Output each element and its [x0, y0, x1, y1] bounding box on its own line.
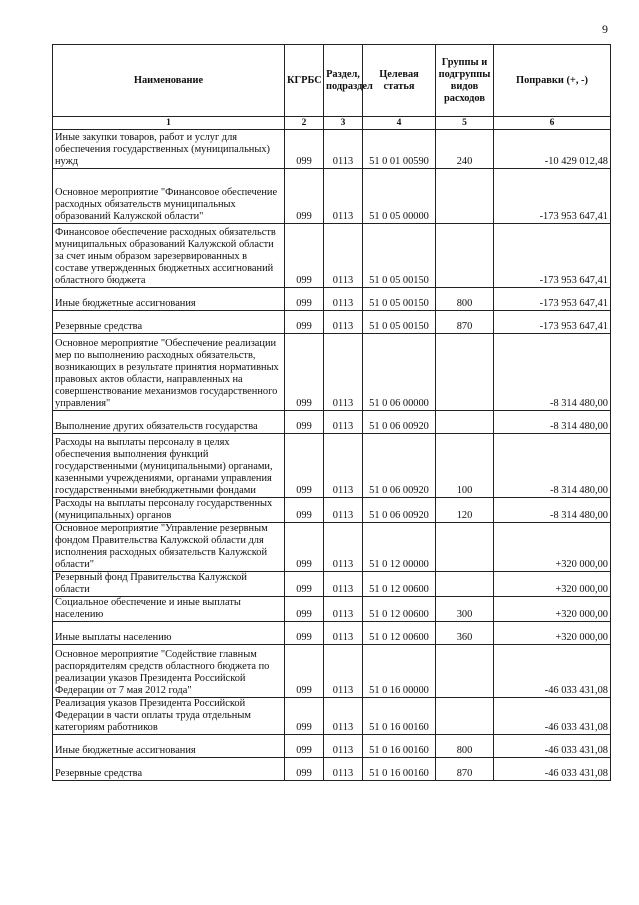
row-target-cell: 51 0 06 00000 [363, 334, 436, 411]
table-row [53, 311, 611, 334]
row-kgrbs-cell: 099 [285, 311, 324, 334]
row-amount-cell: -173 953 647,41 [494, 311, 611, 334]
row-kgrbs-cell: 099 [285, 434, 324, 498]
row-group-cell: 800 [436, 735, 494, 758]
row-group-cell [436, 698, 494, 735]
row-name-cell: Резервные средства [53, 311, 285, 334]
row-target-cell: 51 0 05 00150 [363, 224, 436, 288]
table-row [53, 758, 611, 781]
row-target-cell: 51 0 05 00000 [363, 169, 436, 224]
row-kgrbs-cell: 099 [285, 498, 324, 523]
table-row [53, 288, 611, 311]
row-kgrbs-cell: 099 [285, 698, 324, 735]
row-group-cell: 870 [436, 311, 494, 334]
table-row [53, 735, 611, 758]
row-group-cell [436, 224, 494, 288]
row-target-cell: 51 0 12 00600 [363, 597, 436, 622]
row-kgrbs-cell: 099 [285, 645, 324, 698]
column-number: 6 [494, 117, 611, 130]
row-amount-cell: -173 953 647,41 [494, 224, 611, 288]
row-section-cell: 0113 [324, 224, 363, 288]
row-name-cell: Социальное обеспечение и иные выплаты населению [53, 597, 285, 622]
row-section-cell: 0113 [324, 572, 363, 597]
row-name-cell: Реализация указов Президента Российской Федерации в части оплаты труда отдельным категориям работников [53, 698, 285, 735]
table-row [53, 411, 611, 434]
row-target-cell: 51 0 12 00600 [363, 572, 436, 597]
row-target-cell: 51 0 06 00920 [363, 434, 436, 498]
row-group-cell [436, 334, 494, 411]
row-target-cell: 51 0 16 00160 [363, 735, 436, 758]
table-row [53, 622, 611, 645]
row-section-cell: 0113 [324, 523, 363, 572]
row-amount-cell: +320 000,00 [494, 622, 611, 645]
row-amount-cell: -46 033 431,08 [494, 758, 611, 781]
row-kgrbs-cell: 099 [285, 130, 324, 169]
header-target: Целевая статья [363, 45, 436, 117]
column-number-row [53, 117, 611, 130]
table-row [53, 645, 611, 698]
row-target-cell: 51 0 16 00160 [363, 758, 436, 781]
row-name-cell: Основное мероприятие "Финансовое обеспечение расходных обязательств муниципальных образований Калужской области" [53, 169, 285, 224]
row-kgrbs-cell: 099 [285, 572, 324, 597]
row-name-cell: Иные выплаты населению [53, 622, 285, 645]
table-row [53, 498, 611, 523]
row-kgrbs-cell: 099 [285, 411, 324, 434]
column-number: 5 [436, 117, 494, 130]
row-section-cell: 0113 [324, 311, 363, 334]
row-section-cell: 0113 [324, 698, 363, 735]
row-name-cell: Основное мероприятие "Обеспечение реализации мер по выполнению расходных обязательств, возникающих в результате принятия нормативных правовых актов области, направленных на совершенствование механизмов государственного управления" [53, 334, 285, 411]
row-kgrbs-cell: 099 [285, 288, 324, 311]
header-name: Наименование [53, 45, 285, 117]
row-amount-cell: +320 000,00 [494, 572, 611, 597]
row-name-cell: Основное мероприятие "Содействие главным распорядителям средств областного бюджета по реализации указов Президента Российской Федерации от 7 мая 2012 года" [53, 645, 285, 698]
budget-amendments-table [52, 44, 611, 781]
row-target-cell: 51 0 01 00590 [363, 130, 436, 169]
row-target-cell: 51 0 06 00920 [363, 411, 436, 434]
row-name-cell: Расходы на выплаты персоналу государственных (муниципальных) органов [53, 498, 285, 523]
header-kgrbs: КГРБС [285, 45, 324, 117]
page-number: 9 [602, 22, 608, 36]
row-amount-cell: -8 314 480,00 [494, 498, 611, 523]
table-row [53, 334, 611, 411]
row-kgrbs-cell: 099 [285, 523, 324, 572]
row-name-cell: Выполнение других обязательств государства [53, 411, 285, 434]
row-target-cell: 51 0 12 00000 [363, 523, 436, 572]
row-amount-cell: -8 314 480,00 [494, 434, 611, 498]
column-number: 2 [285, 117, 324, 130]
row-group-cell [436, 169, 494, 224]
row-amount-cell: +320 000,00 [494, 523, 611, 572]
row-group-cell: 120 [436, 498, 494, 523]
row-kgrbs-cell: 099 [285, 735, 324, 758]
row-kgrbs-cell: 099 [285, 622, 324, 645]
table-header-row [53, 45, 611, 117]
row-group-cell: 800 [436, 288, 494, 311]
row-amount-cell: -10 429 012,48 [494, 130, 611, 169]
row-name-cell: Резервные средства [53, 758, 285, 781]
row-group-cell [436, 572, 494, 597]
row-section-cell: 0113 [324, 288, 363, 311]
row-amount-cell: -173 953 647,41 [494, 288, 611, 311]
row-name-cell: Иные закупки товаров, работ и услуг для обеспечения государственных (муниципальных) нужд [53, 130, 285, 169]
row-name-cell: Резервный фонд Правительства Калужской области [53, 572, 285, 597]
row-group-cell [436, 411, 494, 434]
row-amount-cell: -46 033 431,08 [494, 645, 611, 698]
row-group-cell [436, 645, 494, 698]
column-number: 3 [324, 117, 363, 130]
row-section-cell: 0113 [324, 130, 363, 169]
table-row [53, 224, 611, 288]
row-section-cell: 0113 [324, 334, 363, 411]
table-row [53, 572, 611, 597]
row-target-cell: 51 0 06 00920 [363, 498, 436, 523]
row-target-cell: 51 0 16 00000 [363, 645, 436, 698]
row-section-cell: 0113 [324, 169, 363, 224]
row-amount-cell: -8 314 480,00 [494, 334, 611, 411]
header-section: Раздел, подраздел [324, 45, 363, 117]
row-target-cell: 51 0 05 00150 [363, 288, 436, 311]
row-group-cell: 360 [436, 622, 494, 645]
table-row [53, 698, 611, 735]
column-number: 1 [53, 117, 285, 130]
table-row [53, 523, 611, 572]
row-section-cell: 0113 [324, 411, 363, 434]
row-kgrbs-cell: 099 [285, 169, 324, 224]
row-name-cell: Финансовое обеспечение расходных обязательств муниципальных образований Калужской области за счет иным образом зарезервированных в составе утвержденных бюджетных ассигнований областного бюджета [53, 224, 285, 288]
row-section-cell: 0113 [324, 434, 363, 498]
row-name-cell: Иные бюджетные ассигнования [53, 288, 285, 311]
table-row [53, 169, 611, 224]
row-section-cell: 0113 [324, 498, 363, 523]
row-section-cell: 0113 [324, 758, 363, 781]
row-group-cell: 870 [436, 758, 494, 781]
table-row [53, 434, 611, 498]
row-group-cell: 240 [436, 130, 494, 169]
column-number: 4 [363, 117, 436, 130]
row-kgrbs-cell: 099 [285, 334, 324, 411]
table-row [53, 130, 611, 169]
row-target-cell: 51 0 05 00150 [363, 311, 436, 334]
row-kgrbs-cell: 099 [285, 758, 324, 781]
row-section-cell: 0113 [324, 597, 363, 622]
row-kgrbs-cell: 099 [285, 224, 324, 288]
row-group-cell [436, 523, 494, 572]
row-amount-cell: -46 033 431,08 [494, 735, 611, 758]
row-section-cell: 0113 [324, 735, 363, 758]
row-kgrbs-cell: 099 [285, 597, 324, 622]
row-name-cell: Расходы на выплаты персоналу в целях обеспечения выполнения функций государственными (муниципальными) органами, казенными учреждениями, органами управления государственными внебюджетными фондами [53, 434, 285, 498]
row-group-cell: 100 [436, 434, 494, 498]
row-name-cell: Иные бюджетные ассигнования [53, 735, 285, 758]
row-target-cell: 51 0 16 00160 [363, 698, 436, 735]
header-groups: Группы и подгруппы видов расходов [436, 45, 494, 117]
row-section-cell: 0113 [324, 645, 363, 698]
row-amount-cell: -173 953 647,41 [494, 169, 611, 224]
row-amount-cell: +320 000,00 [494, 597, 611, 622]
row-target-cell: 51 0 12 00600 [363, 622, 436, 645]
row-group-cell: 300 [436, 597, 494, 622]
row-name-cell: Основное мероприятие "Управление резервным фондом Правительства Калужской области для исполнения расходных обязательств Калужской области" [53, 523, 285, 572]
table-row [53, 597, 611, 622]
header-amendments: Поправки (+, -) [494, 45, 611, 117]
row-section-cell: 0113 [324, 622, 363, 645]
row-amount-cell: -46 033 431,08 [494, 698, 611, 735]
row-amount-cell: -8 314 480,00 [494, 411, 611, 434]
